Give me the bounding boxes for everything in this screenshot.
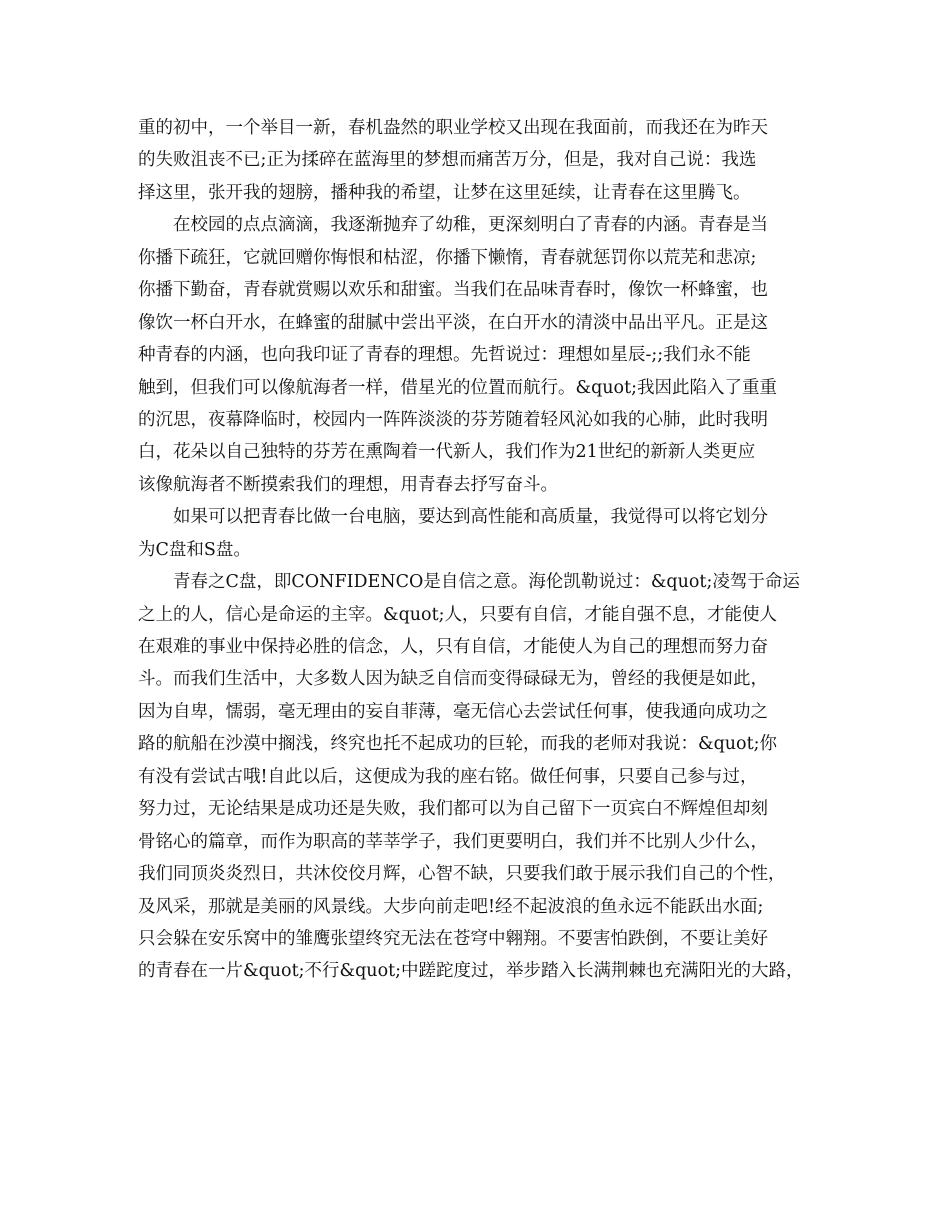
text-line: 路的航船在沙漠中搁浅，终究也托不起成功的巨轮，而我的老师对我说：&quot;你 [138,734,778,755]
text-line: 只会躲在安乐窝中的雏鹰张望终究无法在苍穹中翱翔。不要害怕跌倒，不要让美好 [138,928,768,949]
text-line: 斗。而我们生活中，大多数人因为缺乏自信而变得碌碌无为，曾经的我便是如此， [138,669,768,690]
text-line: 白，花朵以自己独特的芬芳在熏陶着一代新人，我们作为21世纪的新新人类更应 [138,442,756,463]
text-line: 该像航海者不断摸索我们的理想，用青春去抒写奋斗。 [138,474,558,495]
text-line: 及风采，那就是美丽的风景线。大步向前走吧!经不起波浪的鱼永远不能跃出水面; [138,896,764,917]
text-line: 青春之C盘，即CONFIDENCO是自信之意。海伦凯勒说过：&quot;凌驾于命运 [173,572,800,593]
text-line: 触到，但我们可以像航海者一样，借星光的位置而航行。&quot;我因此陷入了重重 [138,377,778,398]
text-line: 的失败沮丧不已;正为揉碎在蓝海里的梦想而痛苦万分，但是，我对自己说：我选 [138,150,757,171]
text-line: 我们同顶炎炎烈日，共沐佼佼月辉，心智不缺，只要我们敢于展示我们自己的个性， [138,864,786,885]
text-line: 为C盘和S盘。 [138,539,251,560]
text-line: 种青春的内涵，也向我印证了青春的理想。先哲说过：理想如星辰-;;我们永不能 [138,345,751,366]
text-line: 如果可以把青春比做一台电脑，要达到高性能和高质量，我觉得可以将它划分 [173,507,768,528]
text-line: 择这里，张开我的翅膀，播种我的希望，让梦在这里延续，让青春在这里腾飞。 [138,182,751,203]
text-line: 有没有尝试古哦!自此以后，这便成为我的座右铭。做任何事，只要自己参与过， [138,766,758,787]
text-line: 因为自卑，懦弱，毫无理由的妄自菲薄，毫无信心去尝试任何事，使我通向成功之 [138,701,768,722]
text-line: 你播下疏狂，它就回赠你悔恨和枯涩，你播下懒惰，青春就惩罚你以荒芜和悲凉; [138,247,757,268]
text-line: 之上的人，信心是命运的主宰。&quot;人，只要有自信，才能自强不息，才能使人 [138,604,778,625]
text-line: 重的初中，一个举目一新，春机盎然的职业学校又出现在我面前，而我还在为昨天 [138,118,768,138]
text-line: 你播下勤奋，青春就赏赐以欢乐和甜蜜。当我们在品味青春时，像饮一杯蜂蜜，也 [138,280,768,301]
document-body [138,112,828,988]
text-line: 骨铭心的篇章，而作为职高的莘莘学子，我们更要明白，我们并不比别人少什么， [138,831,768,852]
text-line: 的青春在一片&quot;不行&quot;中蹉跎度过，举步踏入长满荆棘也充满阳光的大路， [138,961,804,982]
text-line: 的沉思，夜幕降临时，校园内一阵阵淡淡的芬芳随着轻风沁如我的心肺，此时我明 [138,409,768,430]
text-line: 努力过，无论结果是成功还是失败，我们都可以为自己留下一页宾白不辉煌但却刻 [138,799,768,820]
text-line: 在艰难的事业中保持必胜的信念，人，只有自信，才能使人为自己的理想而努力奋 [138,637,768,657]
text-line: 像饮一杯白开水，在蜂蜜的甜腻中尝出平淡，在白开水的清淡中品出平凡。正是这 [138,312,768,333]
text-line: 在校园的点点滴滴，我逐渐抛弃了幼稚，更深刻明白了青春的内涵。青春是当 [173,215,768,236]
